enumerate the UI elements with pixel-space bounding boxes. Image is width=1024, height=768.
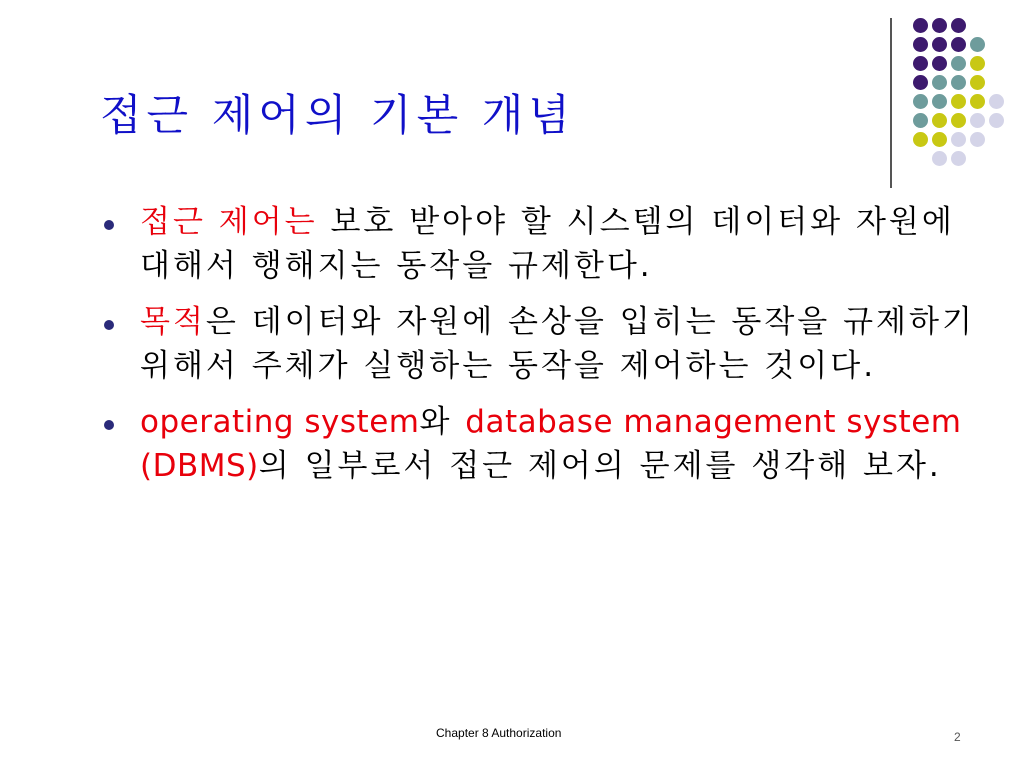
- decorative-dot: [932, 151, 947, 166]
- decorative-dot: [951, 18, 966, 33]
- decorative-dot: [932, 56, 947, 71]
- decorative-dot: [970, 113, 985, 128]
- decorative-dot: [951, 37, 966, 52]
- decorative-dot: [932, 94, 947, 109]
- decorative-dot: [951, 151, 966, 166]
- slide-title: 접근 제어의 기본 개념: [100, 91, 575, 141]
- decorative-dot: [932, 132, 947, 147]
- bullet-text: 은 데이터와 자원에 손상을 입히는 동작을 규제하기 위해서 주체가 실행하는 동작을 제어하는 것이다.: [140, 304, 975, 384]
- bullet-item: [100, 200, 980, 288]
- decorative-dot: [932, 75, 947, 90]
- decorative-dot: [913, 18, 928, 33]
- decorative-dot: [913, 56, 928, 71]
- bullet-item: [100, 300, 980, 388]
- decorative-dot: [951, 75, 966, 90]
- page-number: 2: [954, 730, 961, 744]
- decorative-dot: [951, 132, 966, 147]
- decorative-dot: [913, 113, 928, 128]
- bullet-connector: 와: [419, 404, 466, 440]
- bullet-text: 의 일부로서 접근 제어의 문제를 생각해 보자.: [258, 448, 942, 484]
- bullet-highlight: 접근 제어는: [140, 204, 318, 240]
- decorative-dot: [951, 56, 966, 71]
- decorative-dot: [970, 94, 985, 109]
- decorative-dot: [951, 94, 966, 109]
- decorative-dot: [932, 37, 947, 52]
- bullet-item: [100, 400, 980, 488]
- decorative-dot: [951, 113, 966, 128]
- decorative-dot: [989, 113, 1004, 128]
- bullet-highlight: 목적: [140, 304, 206, 340]
- decorative-dot: [913, 37, 928, 52]
- bullet-highlight: database management system (DBMS): [140, 404, 962, 484]
- bullet-icon: [104, 320, 114, 330]
- bullet-list: [100, 200, 980, 500]
- divider-line: [890, 18, 892, 188]
- bullet-icon: [104, 220, 114, 230]
- decorative-dot: [970, 56, 985, 71]
- decorative-dot: [989, 94, 1004, 109]
- decorative-dot: [970, 75, 985, 90]
- decorative-dot: [932, 18, 947, 33]
- decorative-dot: [913, 132, 928, 147]
- decorative-dot: [913, 94, 928, 109]
- decorative-dot: [932, 113, 947, 128]
- bullet-icon: [104, 420, 114, 430]
- slide-footer: Chapter 8 Authorization: [436, 726, 562, 740]
- decorative-dot: [913, 75, 928, 90]
- decorative-dot: [970, 37, 985, 52]
- decorative-dot: [970, 132, 985, 147]
- bullet-highlight: operating system: [140, 404, 420, 440]
- bullet-text: 보호 받아야 할 시스템의 데이터와 자원에 대해서 행해지는 동작을 규제한다.: [140, 204, 955, 284]
